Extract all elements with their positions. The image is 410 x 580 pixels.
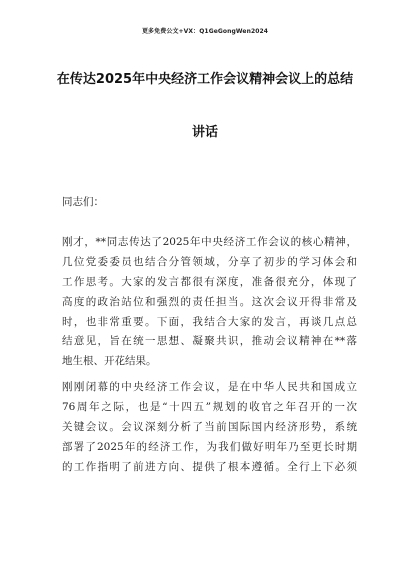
salutation: 同志们： [62, 196, 104, 208]
paragraph-line: 刚才，**同志传达了2025年中央经济工作会议的核心精神， [62, 236, 357, 248]
header-note: 更多免费公文+VX：Q1GeGongWen2024 [141, 28, 269, 35]
paragraph-1 [62, 233, 357, 372]
paragraph-line: 关键会议。会议深刻分析了当前国际国内经济形势，系统 [62, 420, 357, 433]
document-title-continuation: 讲话 [191, 125, 218, 140]
paragraph-2 [62, 378, 357, 477]
paragraph-line: 高度的政治站位和强烈的责任担当。这次会议开得非常及 [62, 295, 357, 308]
paragraph-line: 的工作指明了前进方向、提供了根本遵循。全行上下必须 [62, 460, 357, 473]
paragraph-line: 76周年之际，也是“十四五”规划的收官之年召开的一次 [62, 400, 357, 413]
paragraph-line: 结意见，旨在统一思想、凝聚共识，推动会议精神在**落 [62, 335, 357, 348]
document-title: 在传达2025年中央经济工作会议精神会议上的总结 [56, 72, 354, 87]
paragraph-line: 刚刚闭幕的中央经济工作会议，是在中华人民共和国成立 [62, 381, 357, 393]
paragraph-line: 几位党委委员也结合分管领域，分享了初步的学习体会和 [62, 255, 357, 268]
paragraph-line: 地生根、开花结果。 [62, 355, 157, 368]
paragraph-line: 工作思考。大家的发言都很有深度，准备很充分，体现了 [62, 275, 357, 288]
paragraph-line: 部署了2025年的经济工作，为我们做好明年乃至更长时期 [62, 440, 357, 453]
paragraph-line: 时，也非常重要。下面，我结合大家的发言，再谈几点总 [62, 315, 357, 328]
